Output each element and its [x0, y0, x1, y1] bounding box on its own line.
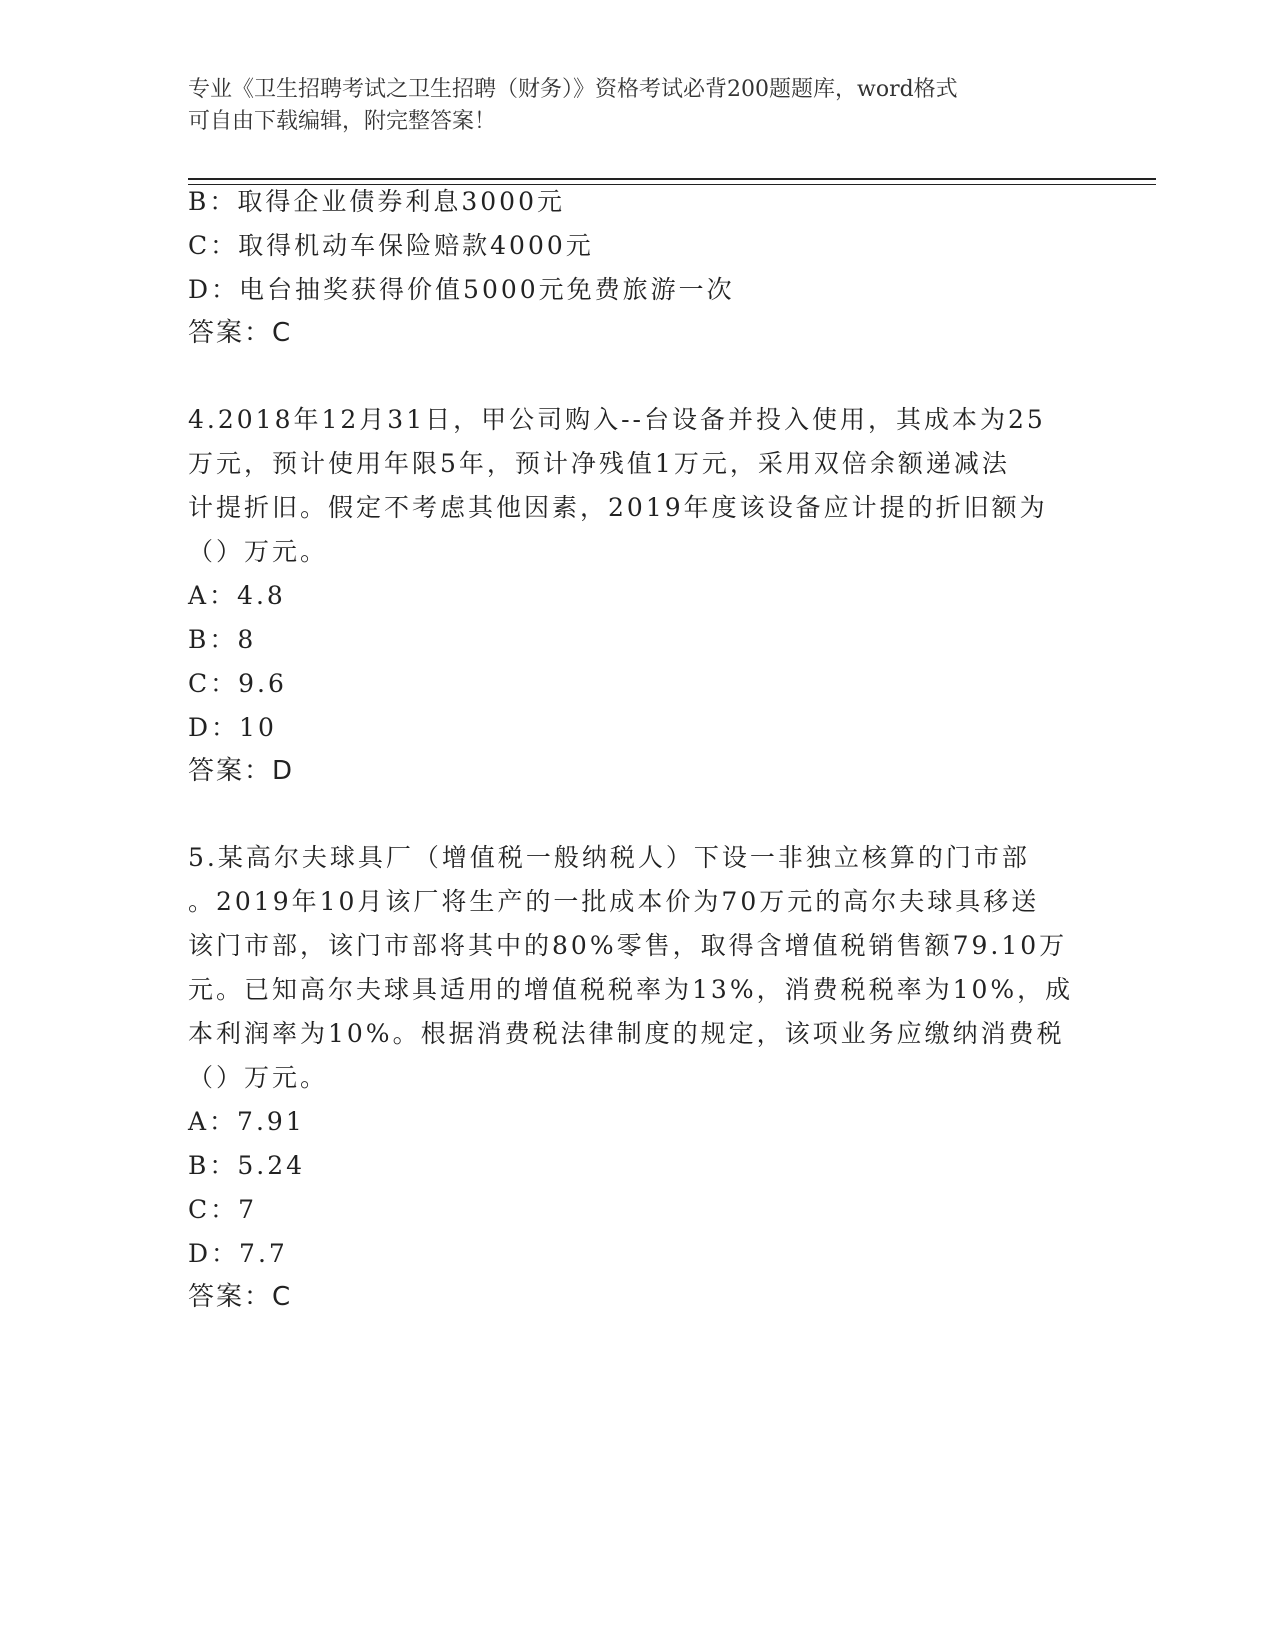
- prev-option-b: B：取得企业债券利息3000元: [188, 187, 565, 216]
- q5-text-line-4: 元。已知高尔夫球具适用的增值税税率为13%，消费税税率为10%，成: [188, 975, 1074, 1004]
- q5-text-line-6: （）万元。: [188, 1063, 329, 1092]
- q4-option-d: D：10: [188, 713, 277, 742]
- q5-text-line-1: 5.某高尔夫球具厂（增值税一般纳税人）下设一非独立核算的门市部: [188, 843, 1030, 872]
- q4-text-line-4: （）万元。: [188, 537, 329, 566]
- q5-text-line-5: 本利润率为10%。根据消费税法律制度的规定，该项业务应缴纳消费税: [188, 1019, 1065, 1048]
- q4-option-a: A：4.8: [188, 581, 286, 610]
- q5-option-a: A：7.91: [188, 1107, 305, 1136]
- prev-answer: 答案：C: [188, 318, 293, 348]
- q4-option-c: C：9.6: [188, 669, 287, 698]
- prev-option-c: C：取得机动车保险赔款4000元: [188, 231, 594, 260]
- q5-option-b: B：5.24: [188, 1151, 306, 1180]
- header-divider-thick: [188, 178, 1156, 180]
- q5-option-d: D：7.7: [188, 1239, 288, 1268]
- document-header: [188, 74, 1068, 138]
- q5-answer: 答案：C: [188, 1282, 293, 1312]
- q5-text-line-2: 。2019年10月该厂将生产的一批成本价为70万元的高尔夫球具移送: [188, 887, 1040, 916]
- q5-text-line-3: 该门市部，该门市部将其中的80%零售，取得含增值税销售额79.10万: [188, 931, 1068, 960]
- header-line-2: 可自由下载编辑，附完整答案！: [188, 109, 497, 134]
- header-line-1: 专业《卫生招聘考试之卫生招聘（财务）》资格考试必背200题题库，word格式: [188, 77, 958, 102]
- q4-text-line-1: 4.2018年12月31日，甲公司购入--台设备并投入使用，其成本为25: [188, 405, 1046, 434]
- q4-answer: 答案：D: [188, 756, 295, 786]
- q4-option-b: B：8: [188, 625, 257, 654]
- prev-option-d: D：电台抽奖获得价值5000元免费旅游一次: [188, 275, 735, 304]
- q4-text-line-3: 计提折旧。假定不考虑其他因素，2019年度该设备应计提的折旧额为: [188, 493, 1048, 522]
- q4-text-line-2: 万元，预计使用年限5年，预计净残值1万元，采用双倍余额递减法: [188, 449, 1010, 478]
- q5-option-c: C：7: [188, 1195, 258, 1224]
